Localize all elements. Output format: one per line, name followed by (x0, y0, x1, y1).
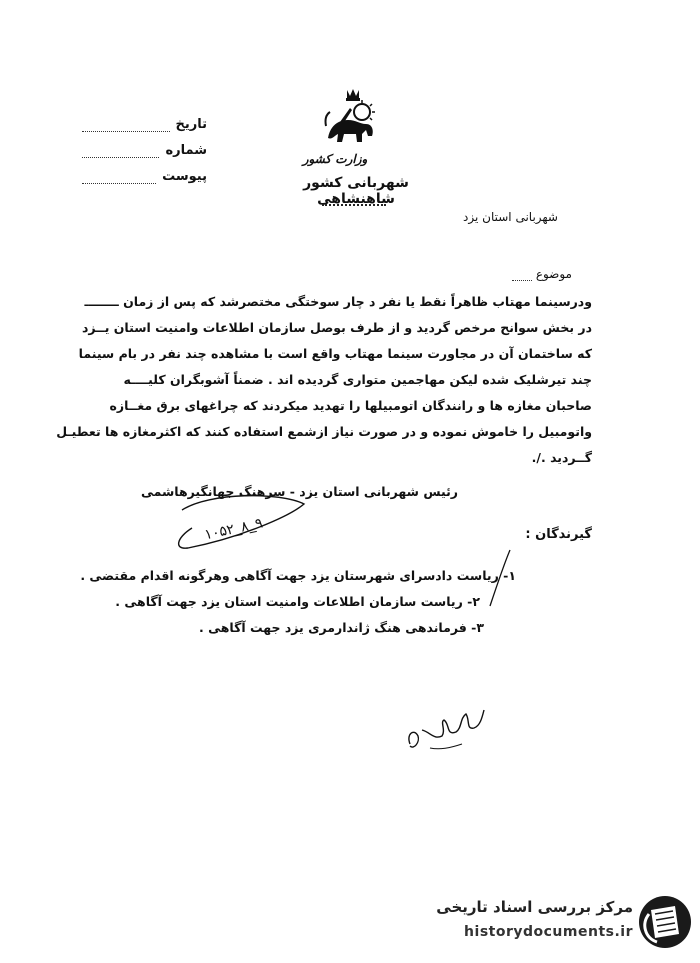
body-line: صاحبان مغازه ها و رانندگان اتومبیلها را تهدید میکردند که چراغهای برق مغــازه (109, 398, 592, 413)
handwritten-signature (400, 700, 490, 760)
date-label: تاریخ (175, 117, 207, 132)
header-divider (322, 204, 386, 206)
subject-label: موضوع (535, 267, 572, 281)
body-line: گــردید ./. (531, 450, 592, 465)
body-line: واتومبیل را خاموش نموده و در صورت نیاز ازشمع استفاده کنند که اکثرمغازه ها تعطیـل (56, 424, 592, 439)
address-line: شهربانی استان یزد (463, 210, 558, 224)
recipient-item: ۱- ریاست دادسرای شهرستان یزد جهت آگاهی وهرگونه اقدام مقتضی . (80, 568, 516, 583)
subject-field (512, 267, 572, 281)
subject-blank-line (512, 272, 532, 281)
archive-title: مرکز بررسی اسناد تاریخی (436, 898, 633, 916)
body-line: در بخش سوانح مرخص گردید و از طرف بوصل سازمان اطلاعات وامنیت استان یــزد (81, 320, 592, 335)
signer-line: رئیس شهربانی استان یزد - سرهنگ جهانگیرهاشمی (140, 484, 458, 499)
date-blank-line (82, 119, 170, 132)
archive-logo-icon (637, 894, 693, 950)
pen-stroke-mark (486, 548, 516, 608)
number-blank-line (82, 145, 159, 158)
number-label: شماره (165, 143, 207, 158)
attachment-field (82, 164, 207, 184)
recipients-heading: گیرندگان : (525, 527, 592, 542)
lion-and-sun-emblem-icon (322, 86, 384, 150)
body-line: که ساختمان آن در مجاورت سینما مهتاب واقع است با مشاهده چند نفر در بام سینما (78, 346, 592, 361)
recipient-item: ۲- ریاست سازمان اطلاعات وامنیت استان یزد جهت آگاهی . (115, 594, 480, 609)
organization-title: شهربانی کشور شاهنشاهی (303, 175, 409, 207)
attachment-blank-line (82, 171, 156, 184)
handwritten-reference-number (170, 488, 310, 558)
body-line: ودرسینما مهتاب ظاهراً نقط یا نفر د چار سوختگی مختصرشد که پس از زمان ــــــــ (84, 294, 592, 309)
archive-website: historydocuments.ir (464, 924, 633, 940)
body-line: چند تیرشلیک شده لیکن مهاجمین متواری گردیده اند . ضمناً آشوبگران کلیــــه (123, 372, 592, 387)
number-field (82, 138, 207, 158)
ministry-title: وزارت کشور (302, 152, 368, 166)
archive-watermark (410, 890, 695, 960)
recipient-item: ۳- فرماندهی هنگ ژاندارمری یزد جهت آگاهی . (198, 620, 484, 635)
date-field (82, 112, 207, 132)
attachment-label: پیوست (162, 169, 207, 184)
handwritten-number-text: ۱۰۵۲_۸_۹ (203, 515, 265, 544)
